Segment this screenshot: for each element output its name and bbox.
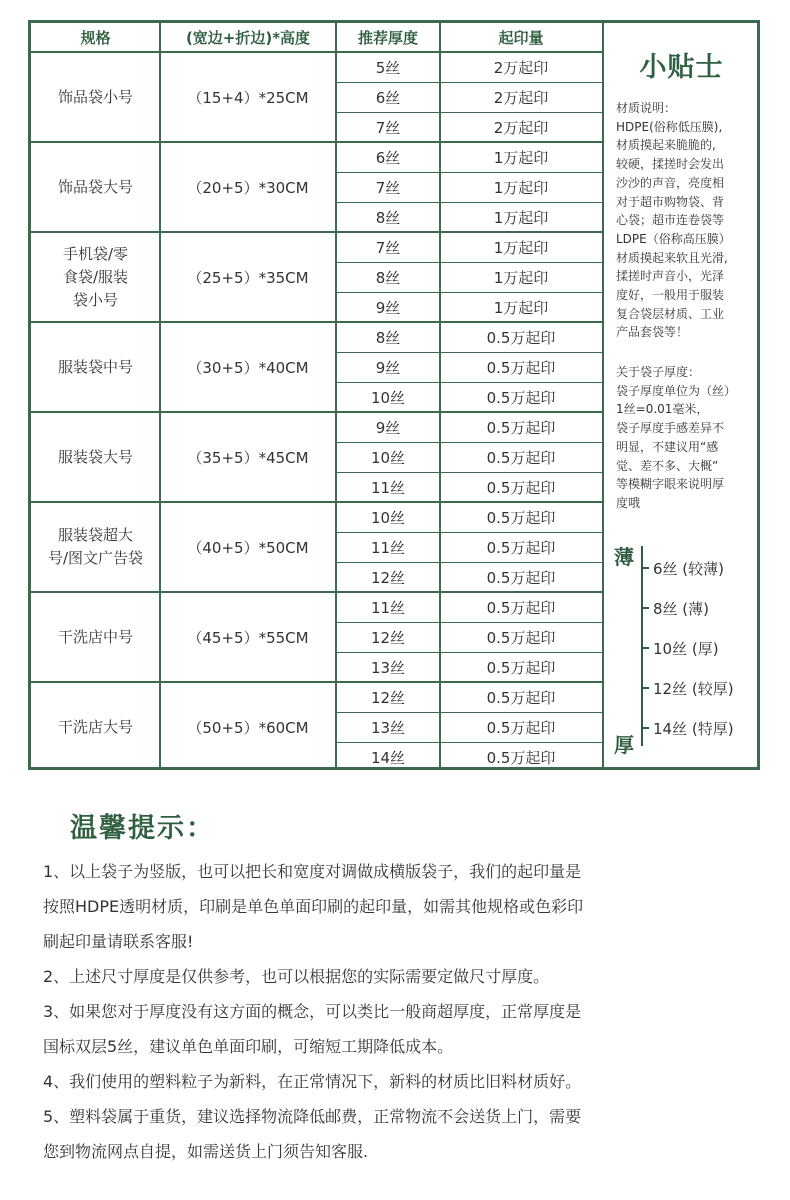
thickness-cell: 12丝 [370,628,406,647]
thickness-cell: 7丝 [375,178,401,197]
tips-title: 小贴士 [639,52,724,83]
min-order-cell: 2万起印 [493,88,549,107]
min-order-cell: 0.5万起印 [486,628,556,647]
thickness-cell: 13丝 [370,718,406,737]
min-order-cell: 0.5万起印 [486,718,556,737]
thickness-cell: 14丝 [370,748,406,767]
spec-name-line: 饰品袋大号 [57,177,133,196]
scale-label: 12丝 (较厚) [653,680,734,698]
note-line: 按照HDPE透明材质，印刷是单色单面印刷的起印量，如需其他规格或色彩印 [43,897,584,916]
spec-name-cell [31,412,160,502]
scale-label: 6丝 (较薄) [653,560,725,578]
size-cell: （40+5）*50CM [187,538,309,557]
min-order-cell: 0.5万起印 [486,328,556,347]
min-order-cell: 2万起印 [493,118,549,137]
spec-table-sheet [28,20,760,770]
min-order-cell: 0.5万起印 [486,748,556,767]
warm-tips-title: 温馨提示： [70,813,215,844]
spec-name-line: 服装袋中号 [57,357,133,376]
thickness-cell: 6丝 [375,88,401,107]
scale-tick [641,607,649,609]
thickness-cell: 6丝 [375,148,401,167]
spec-name-line: 干洗店中号 [57,627,133,646]
spec-name-cell [31,322,160,412]
scale-label: 10丝 (厚) [653,640,719,658]
min-order-cell: 2万起印 [493,58,549,77]
thickness-cell: 13丝 [370,658,406,677]
min-order-cell: 0.5万起印 [486,388,556,407]
thickness-cell: 9丝 [375,418,401,437]
min-order-cell: 0.5万起印 [486,598,556,617]
min-order-cell: 1万起印 [493,268,549,287]
thickness-cell: 9丝 [375,298,401,317]
spec-name-line: 干洗店大号 [57,717,133,736]
thickness-cell: 7丝 [375,238,401,257]
note-line: 2、上述尺寸厚度是仅供参考，也可以根据您的实际需要定做尺寸厚度。 [43,967,550,986]
note-line: 1、以上袋子为竖版，也可以把长和宽度对调做成横版袋子，我们的起印量是 [43,862,582,881]
column-header: 起印量 [498,29,544,47]
scale-tick [641,727,649,729]
column-divider [439,23,441,767]
min-order-cell: 1万起印 [493,178,549,197]
thickness-cell: 8丝 [375,268,401,287]
min-order-cell: 0.5万起印 [486,688,556,707]
spec-name-cell [31,232,160,322]
spec-name-line: 饰品袋小号 [57,87,133,106]
min-order-cell: 1万起印 [493,238,549,257]
note-line: 刷起印量请联系客服! [43,932,194,951]
note-line: 国标双层5丝，建议单色单面印刷，可缩短工期降低成本。 [43,1037,454,1056]
min-order-cell: 0.5万起印 [486,568,556,587]
thickness-cell: 9丝 [375,358,401,377]
spec-name-line: 服装袋大号 [57,447,133,466]
size-cell: （15+4）*25CM [187,88,309,107]
min-order-cell: 1万起印 [493,298,549,317]
note-line: 3、如果您对于厚度没有这方面的概念，可以类比一般商超厚度，正常厚度是 [43,1002,582,1021]
spec-name-line: 袋小号 [72,290,118,309]
thickness-cell: 8丝 [375,208,401,227]
column-divider [159,23,161,767]
tips-panel [602,23,757,767]
size-cell: （20+5）*30CM [187,178,309,197]
size-cell: （45+5）*55CM [187,628,309,647]
scale-tick [641,687,649,689]
thickness-cell: 10丝 [370,388,406,407]
min-order-cell: 0.5万起印 [486,448,556,467]
scale-thick-label: 厚 [614,733,634,757]
warm-tips-list [43,854,743,1169]
note-line: 4、我们使用的塑料粒子为新料，在正常情况下，新料的材质比旧料材质好。 [43,1072,582,1091]
size-cell: （25+5）*35CM [187,268,309,287]
column-header: (宽边+折边)*高度 [185,29,311,47]
thickness-note: 关于袋子厚度： 袋子厚度单位为（丝） 1丝=0.01毫米， 袋子厚度手感差异不 明显，不建议用“感 觉、差不多、大概” 等模糊字眼来说明厚 度哦 [616,365,737,510]
spec-name-cell [31,52,160,142]
min-order-cell: 1万起印 [493,148,549,167]
thickness-cell: 11丝 [370,598,406,617]
column-header: 推荐厚度 [357,29,418,47]
thickness-cell: 12丝 [370,568,406,587]
scale-tick [641,567,649,569]
thickness-cell: 12丝 [370,688,406,707]
spec-table [31,23,602,767]
thickness-cell: 11丝 [370,478,406,497]
thickness-cell: 7丝 [375,118,401,137]
thickness-cell: 11丝 [370,538,406,557]
min-order-cell: 0.5万起印 [486,508,556,527]
size-cell: （35+5）*45CM [187,448,309,467]
scale-thin-label: 薄 [614,545,634,569]
column-header: 规格 [80,29,111,47]
thickness-scale-axis [641,546,643,746]
spec-name-line: 号/图文广告袋 [47,549,144,567]
thickness-cell: 10丝 [370,448,406,467]
scale-label: 8丝 (薄) [653,600,710,618]
spec-name-line: 食袋/服装 [62,267,129,286]
material-note: 材质说明： HDPE(俗称低压膜), 材质摸起来脆脆的, 较硬，揉搓时会发出 沙沙的声音，亮度相 对于超市购物袋、背 心袋；超市连卷袋等 LDPE（俗称高压膜） 材质摸起来软且光滑, 揉搓时声音小，光泽 度好，一般用于服装 复合袋层材质、工业 产品套袋等！ [616,101,731,340]
spec-name-cell [31,502,160,592]
min-order-cell: 1万起印 [493,208,549,227]
column-divider [335,23,337,767]
spec-name-line: 手机袋/零 [62,244,129,263]
min-order-cell: 0.5万起印 [486,538,556,557]
scale-label: 14丝 (特厚) [653,720,734,738]
min-order-cell: 0.5万起印 [486,418,556,437]
note-line: 您到物流网点自提，如需送货上门须告知客服. [43,1142,369,1161]
thickness-cell: 5丝 [375,58,401,77]
spec-name-cell [31,592,160,682]
min-order-cell: 0.5万起印 [486,658,556,677]
note-line: 5、塑料袋属于重货，建议选择物流降低邮费，正常物流不会送货上门，需要 [43,1107,582,1126]
size-cell: （30+5）*40CM [187,358,309,377]
spec-name-cell [31,142,160,232]
size-cell: （50+5）*60CM [187,718,309,737]
spec-name-cell [31,682,160,772]
min-order-cell: 0.5万起印 [486,478,556,497]
spec-name-line: 服装袋超大 [57,526,133,544]
min-order-cell: 0.5万起印 [486,358,556,377]
thickness-cell: 8丝 [375,328,401,347]
thickness-cell: 10丝 [370,508,406,527]
scale-tick [641,647,649,649]
